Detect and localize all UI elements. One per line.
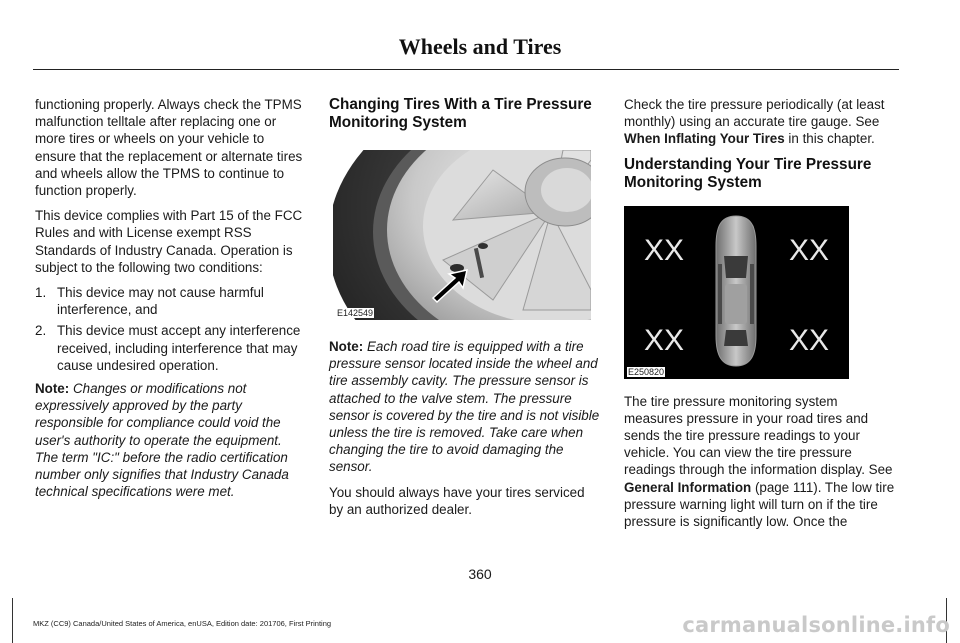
list-item-text: This device may not cause harmful interference, and (57, 285, 264, 318)
service-paragraph: You should always have your tires serviced by an authorized dealer. (329, 484, 585, 517)
list-item (35, 322, 305, 374)
column-middle (329, 96, 601, 526)
edition-footer: MKZ (CC9) Canada/United States of America, enUSA, Edition date: 201706, First Printing (33, 619, 332, 628)
tire-reading-rear-left: XX (643, 323, 685, 357)
paragraph-text: Check the tire pressure periodically (at least monthly) using an accurate tire gauge. See (624, 97, 885, 130)
tire-reading-rear-right: XX (788, 323, 830, 357)
conditions-list (35, 284, 305, 374)
note-label: Note: (329, 339, 364, 354)
section-heading-changing-tires: Changing Tires With a Tire Pressure Monitoring System (329, 96, 592, 131)
figure-id: E250820 (628, 366, 665, 377)
note-paragraph (329, 338, 601, 476)
tire-reading-front-right: XX (788, 233, 830, 267)
list-item (35, 284, 305, 318)
tire-reading-front-left: XX (643, 233, 685, 267)
watermark: carmanualsonline.info (682, 613, 950, 637)
figure-id: E142549 (337, 308, 374, 318)
note-text: Each road tire is equipped with a tire pressure sensor located inside the wheel and tire assembly cavity. The pressure sensor is attached to the valve stem. The pressure sensor is covered by the tire and is not visible unless the tire is removed. Take care when changing the tire to avoid damaging the sensor. (329, 339, 600, 475)
list-item-number: 2. (35, 323, 47, 339)
paragraph-text: in this chapter. (784, 131, 875, 147)
column-right (624, 96, 896, 538)
list-item-number: 1. (35, 285, 47, 301)
cross-reference-link[interactable]: General Information (624, 479, 752, 495)
cross-reference-link[interactable]: When Inflating Your Tires (624, 131, 785, 147)
crop-mark-left (12, 598, 13, 643)
page-number: 360 (468, 566, 492, 582)
section-heading-understanding-tpms: Understanding Your Tire Pressure Monitoring System (624, 155, 872, 191)
note-paragraph (35, 380, 305, 500)
tpms-display-figure (624, 206, 849, 379)
paragraph-text: (page 111). The low tire pressure warning light will turn on if the tire pressure is significantly low. Once the (624, 479, 895, 530)
column-left (35, 96, 305, 508)
header-divider (33, 69, 899, 70)
note-text: Changes or modifications not expressively approved by the party responsible for compliance could void the user's authority to operate the equipment. The term "IC:" before the radio certification number only signifies that Industry Canada technical specifications were met. (35, 381, 289, 500)
tpms-display-illustration (624, 206, 849, 379)
wheel-valve-illustration (333, 150, 591, 320)
paragraph-text: The tire pressure monitoring system measures pressure in your road tires and sends the tire pressure readings to your vehicle. You can view the tire pressure readings through the information display. See (624, 393, 893, 478)
wheel-valve-figure (333, 150, 591, 320)
note-label: Note: (35, 381, 70, 397)
tpms-description-paragraph (624, 393, 896, 531)
page-title: Wheels and Tires (398, 34, 562, 59)
fcc-paragraph: This device complies with Part 15 of the FCC Rules and with License exempt RSS Standards of Industry Canada. Operation is subject to the following two conditions: (35, 208, 303, 275)
list-item-text: This device must accept any interference received, including interference that may cause undesired operation. (57, 323, 301, 373)
check-pressure-paragraph (624, 96, 896, 148)
tpms-paragraph: functioning properly. Always check the TPMS malfunction telltale after replacing one or more tires or wheels on your vehicle to ensure that the replacement or alternate tires and wheels allow the TPMS to continue to function properly. (35, 97, 303, 199)
